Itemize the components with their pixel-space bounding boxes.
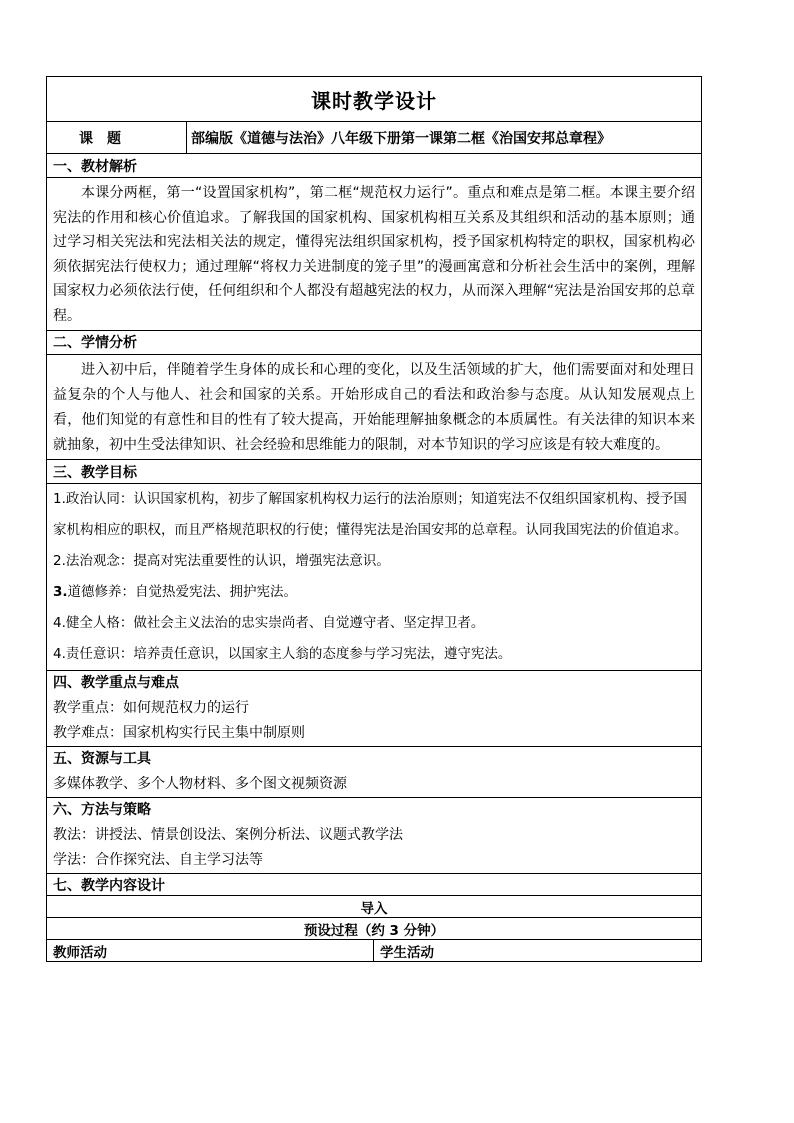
goal-text: 道德修养：自觉热爱宪法、拥护宪法。 xyxy=(67,584,298,601)
methods-section xyxy=(47,798,702,874)
teacher-activity-header: 教师活动 xyxy=(47,940,374,962)
section-heading-teaching-goals: 三、教学目标 xyxy=(47,460,702,484)
topic-value: 部编版《道德与法治》八年级下册第一课第二框《治国安邦总章程》 xyxy=(187,122,702,154)
goal-item xyxy=(53,546,695,577)
key-point-line: 教学难点：国家机构实行民主集中制原则 xyxy=(53,725,305,742)
teaching-goals-list xyxy=(47,484,702,671)
methods-line: 学法：合作探究法、自主学习法等 xyxy=(53,852,263,869)
intro-label: 导入 xyxy=(47,896,702,918)
goal-item xyxy=(53,484,695,546)
goal-number: 1. xyxy=(53,491,66,508)
goal-number: 3. xyxy=(53,584,68,601)
section-text-student-analysis: 进入初中后，伴随着学生身体的成长和心理的变化，以及生活领域的扩大，他们需要面对和处理日益复杂的个人与他人、社会和国家的关系。开始形成自己的看法和政治参与态度。从认知发展观点上看，他们知觉的有意性和目的性有了较大提高，开始能理解抽象概念的本质属性。有关法律的知识本来就抽象，初中生受法律知识、社会经验和思维能力的限制，对本节知识的学习应该是有较大难度的。 xyxy=(47,354,702,460)
preset-process-label: 预设过程（约 3 分钟） xyxy=(47,918,702,940)
topic-label: 课 题 xyxy=(47,122,187,154)
section-heading-textbook-analysis: 一、教材解析 xyxy=(47,154,702,178)
resources-line: 多媒体教学、多个人物材料、多个图文视频资源 xyxy=(53,776,347,793)
goal-number: 4. xyxy=(53,646,66,663)
goal-text: 法治观念：提高对宪法重要性的认识，增强宪法意识。 xyxy=(65,553,390,570)
goal-item xyxy=(53,577,695,608)
section-heading-content-design: 七、教学内容设计 xyxy=(47,874,702,896)
section-heading-methods: 六、方法与策略 xyxy=(53,802,151,819)
goal-item xyxy=(53,639,695,670)
key-point-line: 教学重点：如何规范权力的运行 xyxy=(53,700,249,717)
goal-number: 4. xyxy=(53,615,66,632)
key-points-section xyxy=(47,671,702,747)
goal-item xyxy=(53,608,695,639)
section-text-textbook-analysis: 本课分两框，第一“设置国家机构”，第二框“规范权力运行”。重点和难点是第二框。本课主要介绍宪法的作用和核心价值追求。了解我国的国家机构、国家机构相互关系及其组织和活动的基本原则；通过学习相关宪法和宪法相关法的规定，懂得宪法组织国家机构，授予国家机构特定的职权，国家机构必须依据宪法行使权力；通过理解“将权力关进制度的笼子里”的漫画寓意和分析社会生活中的案例，理解国家权力必须依法行使，任何组织和个人都没有超越宪法的权力，从而深入理解“宪法是治国安邦的总章程。 xyxy=(47,178,702,331)
section-heading-student-analysis: 二、学情分析 xyxy=(47,330,702,354)
student-activity-header: 学生活动 xyxy=(374,940,702,962)
section-heading-key-points: 四、教学重点与难点 xyxy=(53,675,179,692)
goal-text: 健全人格：做社会主义法治的忠实崇尚者、自觉遵守者、坚定捍卫者。 xyxy=(65,615,485,632)
resources-section xyxy=(47,747,702,798)
goal-number: 2. xyxy=(53,553,66,570)
lesson-design-table xyxy=(46,76,702,962)
section-heading-resources: 五、资源与工具 xyxy=(53,751,151,768)
goal-text: 政治认同：认识国家机构，初步了解国家机构权力运行的法治原则；知道宪法不仅组织国家机构、授予国家机构相应的职权，而且严格规范职权的行使；懂得宪法是治国安邦的总章程。认同我国宪法的价值追求。 xyxy=(53,491,688,539)
goal-text: 责任意识：培养责任意识，以国家主人翁的态度参与学习宪法，遵守宪法。 xyxy=(65,646,512,663)
methods-line: 教法：讲授法、情景创设法、案例分析法、议题式教学法 xyxy=(53,827,403,844)
page-title: 课时教学设计 xyxy=(47,77,702,122)
